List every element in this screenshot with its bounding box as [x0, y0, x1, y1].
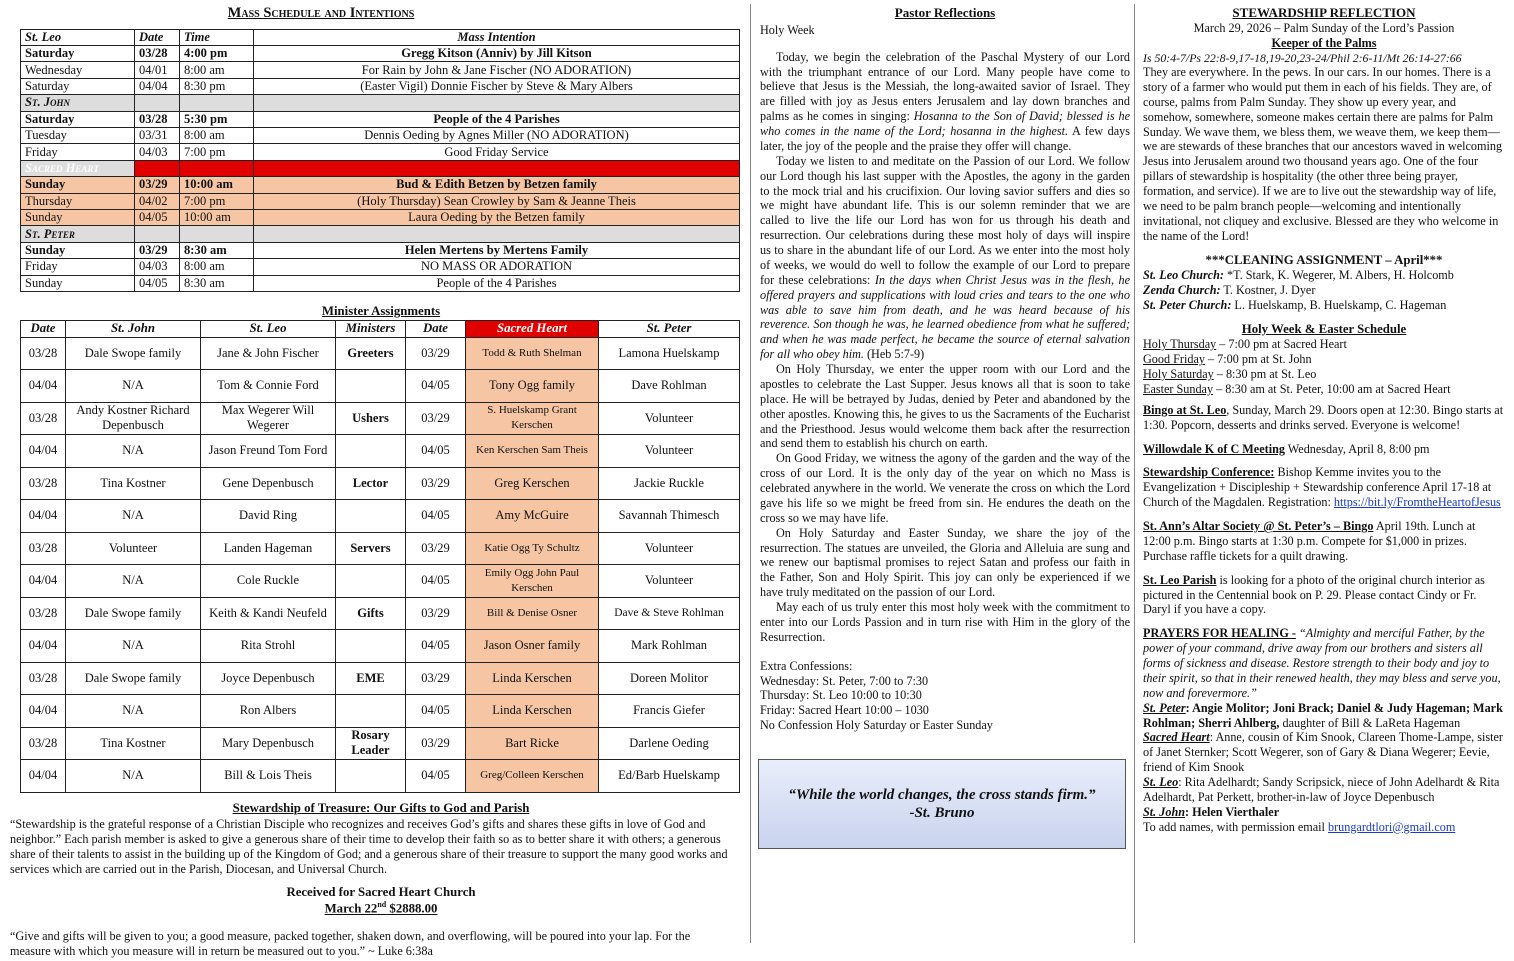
minister-cell: N/A — [66, 500, 201, 533]
minister-cell: Keith & Kandi Neufeld — [201, 597, 336, 630]
luke-quote: “Give and gifts will be given to you; a good measure, packed together, shaken down, and overflowing, will be poured into your lap. For the measure with which you measure will in return be measured out to you.” ~ Luke 6:38a — [10, 929, 691, 959]
minister-cell: N/A — [66, 695, 201, 728]
minister-cell: 03/28 — [21, 467, 66, 500]
minister-header-cell: St. Peter — [599, 320, 740, 337]
minister-cell: Rita Strohl — [201, 630, 336, 663]
cleaning-peter: St. Peter Church: L. Huelskamp, B. Huelskamp, C. Hageman — [1143, 297, 1447, 312]
mass-cell: 7:00 pm — [180, 193, 254, 209]
minister-cell: EME — [336, 662, 406, 695]
mass-row — [21, 144, 740, 160]
mass-cell — [180, 160, 254, 176]
mass-cell: 04/05 — [135, 275, 180, 291]
mass-cell: Good Friday Service — [254, 144, 740, 160]
minister-cell: Cole Ruckle — [201, 565, 336, 598]
mass-cell: Laura Oeding by the Betzen family — [254, 209, 740, 225]
minister-cell: Doreen Molitor — [599, 662, 740, 695]
minister-cell — [336, 500, 406, 533]
mass-row — [21, 62, 740, 78]
minister-cell — [336, 370, 406, 403]
minister-cell — [336, 435, 406, 468]
minister-cell: 04/05 — [406, 695, 466, 728]
minister-cell: Bart Ricke — [466, 727, 599, 760]
mass-cell: Sunday — [21, 209, 135, 225]
mass-cell: Saturday — [21, 111, 135, 127]
mass-cell: 04/01 — [135, 62, 180, 78]
minister-cell: Tom & Connie Ford — [201, 370, 336, 403]
mass-header-cell: Date — [135, 29, 180, 45]
minister-cell: 03/29 — [406, 662, 466, 695]
minister-header-cell: Date — [21, 320, 66, 337]
minister-cell: Max Wegerer Will Wegerer — [201, 402, 336, 435]
minister-header-cell: Ministers — [336, 320, 406, 337]
minister-cell: 04/05 — [406, 370, 466, 403]
minister-cell: Dave Rohlman — [599, 370, 740, 403]
mass-cell: NO MASS OR ADORATION — [254, 259, 740, 275]
holy-week-title: Holy Week & Easter Schedule — [1241, 321, 1407, 336]
mass-cell: (Holy Thursday) Sean Crowley by Sam & Jeanne Theis — [254, 193, 740, 209]
mass-cell: Friday — [21, 259, 135, 275]
mass-header-cell: Mass Intention — [254, 29, 740, 45]
mass-row — [21, 209, 740, 225]
mass-row — [21, 242, 740, 258]
minister-cell: Greg Kerschen — [466, 467, 599, 500]
minister-row — [21, 532, 740, 565]
minister-row — [21, 435, 740, 468]
minister-cell: 03/28 — [21, 662, 66, 695]
pastor-paragraph-4: On Good Friday, we witness the agony of the garden and the way of the cross of our Lord. It is the only day of the year on which no Mass is celebrated anywhere in the world. We venerate the cross on which the Lord gave his life so we might be freed from sin. He endures the death on the cross so we may have life. — [760, 451, 1130, 525]
minister-cell: Landen Hageman — [201, 532, 336, 565]
minister-cell: N/A — [66, 435, 201, 468]
minister-cell: N/A — [66, 760, 201, 793]
minister-header-cell: St. John — [66, 320, 201, 337]
minister-row — [21, 662, 740, 695]
minister-cell: N/A — [66, 630, 201, 663]
minister-cell: Jason Freund Tom Ford — [201, 435, 336, 468]
quote-box — [758, 759, 1126, 849]
mass-row — [21, 111, 740, 127]
kofc-notice: Willowdale K of C Meeting Wednesday, April 8, 8:00 pm — [1143, 441, 1430, 456]
good-friday: Good Friday – 7:00 pm at St. John — [1143, 352, 1312, 367]
mass-row — [21, 259, 740, 275]
mass-row — [21, 128, 740, 144]
stewardship-date: March 29, 2026 – Palm Sunday of the Lord’s Passion — [1193, 20, 1455, 35]
minister-cell: 04/04 — [21, 565, 66, 598]
mass-row — [21, 177, 740, 193]
mass-cell: 03/28 — [135, 111, 180, 127]
mass-cell: Saturday — [21, 78, 135, 94]
mass-cell — [135, 226, 180, 242]
mass-row — [21, 160, 740, 176]
mass-cell: 8:00 am — [180, 62, 254, 78]
minister-cell: 03/28 — [21, 597, 66, 630]
pastor-title: Pastor Reflections — [894, 5, 996, 20]
cleaning-leo: St. Leo Church: *T. Stark, K. Wegerer, M. Albers, H. Holcomb — [1143, 268, 1454, 283]
minister-cell: Lector — [336, 467, 406, 500]
mass-header-cell: Time — [180, 29, 254, 45]
leo-parish-notice: St. Leo Parish is looking for a photo of the original church interior as pictured in the Centennial book on P. 29. Please contact Cindy or Fr. Daryl if you have a copy. — [1143, 572, 1485, 617]
mass-cell: 10:00 am — [180, 209, 254, 225]
mass-cell: 03/29 — [135, 242, 180, 258]
prayers-st-john: St. John: Helen Vierthaler — [1143, 804, 1280, 819]
minister-cell: Dale Swope family — [66, 597, 201, 630]
minister-cell: Dale Swope family — [66, 337, 201, 370]
mass-row — [21, 275, 740, 291]
mass-cell: Thursday — [21, 193, 135, 209]
minister-row — [21, 630, 740, 663]
divider-2 — [1134, 4, 1135, 943]
mass-row — [21, 95, 740, 111]
minister-cell: Volunteer — [599, 565, 740, 598]
received-amount: March 22nd $2888.00 — [324, 900, 438, 916]
mass-row — [21, 78, 740, 94]
mass-cell: 5:30 pm — [180, 111, 254, 127]
minister-header-cell: St. Leo — [201, 320, 336, 337]
minister-cell: 03/28 — [21, 727, 66, 760]
mass-cell — [254, 160, 740, 176]
minister-cell: 04/04 — [21, 760, 66, 793]
minister-cell: 04/04 — [21, 695, 66, 728]
minister-cell: Lamona Huelskamp — [599, 337, 740, 370]
minister-row — [21, 727, 740, 760]
minister-header-cell: Sacred Heart — [466, 320, 599, 337]
minister-row — [21, 760, 740, 793]
mass-row — [21, 226, 740, 242]
registration-link[interactable]: https://bit.ly/FromtheHeartofJesus — [1333, 495, 1501, 510]
minister-cell: Volunteer — [599, 532, 740, 565]
minister-cell: 04/04 — [21, 435, 66, 468]
mass-cell: Gregg Kitson (Anniv) by Jill Kitson — [254, 46, 740, 62]
prayers-for-healing: PRAYERS FOR HEALING - “Almighty and merciful Father, by the power of your command, drive away from our brothers and sisters all forms of sickness and disease. Restore strength to their body and joy to their spirit, so that in their renewed health, they may bless and serve you, now and forevermore.” — [1143, 626, 1501, 700]
mass-header-cell: St. Leo — [21, 29, 135, 45]
minister-cell: Todd & Ruth Shelman — [466, 337, 599, 370]
minister-cell: Greg/Colleen Kerschen — [466, 760, 599, 793]
minister-cell: 04/04 — [21, 500, 66, 533]
mass-cell: 04/05 — [135, 209, 180, 225]
minister-row — [21, 597, 740, 630]
scripture-refs: Is 50:4-7/Ps 22:8-9,17-18,19-20,23-24/Phil 2:6-11/Mt 26:14-27:66 — [1143, 50, 1462, 65]
minister-cell: Linda Kerschen — [466, 662, 599, 695]
minister-cell: 04/04 — [21, 370, 66, 403]
bingo-notice: Bingo at St. Leo, Sunday, March 29. Doors open at 12:30. Bingo starts at 1:30. Popcorn, desserts and drinks served. Everyone is welcome! — [1143, 402, 1504, 432]
minister-cell: 04/05 — [406, 500, 466, 533]
pastor-paragraph-1: Today, we begin the celebration of the Paschal Mystery of our Lord with the triumphant entrance of our Lord. Many people have come to believe that Jesus is the Messiah, the long-awaited savior of Israel. They are filled with joy as Jesus enters Jerusalem and lay down branches and palms as he comes in singing: Hosanna to the Son of David; blessed is he who comes in the name of the Lord; hosanna in the highest. A few days later, the joy of the people and the praise they offer will change. — [760, 49, 1130, 153]
mass-schedule-table — [20, 29, 740, 292]
quote-author: -St. Bruno — [909, 805, 975, 822]
received-title: Received for Sacred Heart Church — [286, 884, 476, 899]
prayers-sacred-heart: Sacred Heart: Anne, cousin of Kim Snook, Clareen Thome-Lampe, sister of Janet Sternker; Scott Wegerer, son of Gary & Diana Wegerer; Eevie, friend of Kim Snook — [1143, 730, 1503, 775]
right-column — [1143, 0, 1505, 835]
pastor-paragraph-6: May each of us truly enter this most holy week with the commitment to enter into our Lords Passion and in turn rise with Him in the glory of the Resurrection. — [760, 600, 1130, 644]
mass-cell: 03/28 — [135, 46, 180, 62]
minister-cell: 03/29 — [406, 402, 466, 435]
mass-cell: Helen Mertens by Mertens Family — [254, 242, 740, 258]
stewardship-subtitle: Keeper of the Palms — [1271, 35, 1377, 50]
mass-cell: 04/03 — [135, 259, 180, 275]
minister-cell: Mark Rohlman — [599, 630, 740, 663]
mass-cell: Sacred Heart — [21, 160, 135, 176]
minister-cell: Ron Albers — [201, 695, 336, 728]
mass-cell: Friday — [21, 144, 135, 160]
minister-cell — [336, 695, 406, 728]
cleaning-title: ***CLEANING ASSIGNMENT – April*** — [1205, 252, 1443, 267]
minister-cell: Ken Kerschen Sam Theis — [466, 435, 599, 468]
minister-cell: 04/04 — [21, 630, 66, 663]
minister-cell: Jane & John Fischer — [201, 337, 336, 370]
mass-row — [21, 193, 740, 209]
minister-cell: Mary Depenbusch — [201, 727, 336, 760]
minister-cell: Joyce Depenbusch — [201, 662, 336, 695]
minister-cell: 03/29 — [406, 597, 466, 630]
mass-cell: (Easter Vigil) Donnie Fischer by Steve & Mary Albers — [254, 78, 740, 94]
minister-cell: Gene Depenbusch — [201, 467, 336, 500]
holy-saturday: Holy Saturday – 8:30 pm at St. Leo — [1143, 367, 1317, 382]
minister-cell: N/A — [66, 565, 201, 598]
mass-cell: 8:00 am — [180, 259, 254, 275]
minister-cell: Savannah Thimesch — [599, 500, 740, 533]
minister-row — [21, 402, 740, 435]
stewardship-title: STEWARDSHIP REFLECTION — [1232, 5, 1416, 20]
mass-cell: 8:30 pm — [180, 78, 254, 94]
extra-confessions: Extra Confessions: Wednesday: St. Peter, 7:00 to 7:30 Thursday: St. Leo 10:00 to 10:30 Friday: Sacred Heart 10:00 – 1030 No Confession Holy Saturday or Easter Sunday — [760, 658, 993, 733]
minister-cell: Andy Kostner Richard Depenbusch — [66, 402, 201, 435]
mass-cell — [135, 160, 180, 176]
pastor-paragraph-5: On Holy Saturday and Easter Sunday, we share the joy of the resurrection. The statues are unveiled, the Gloria and Alleluia are sung and we renew our baptismal promises to reject Satan and profess our faith in the Father, Son and Holy Spirit. This joy can only be experienced if we have truly meditated on the passion of our Lord. — [760, 525, 1130, 600]
minister-cell — [336, 630, 406, 663]
minister-cell: Dale Swope family — [66, 662, 201, 695]
easter-sunday: Easter Sunday – 8:30 am at St. Peter, 10:00 am at Sacred Heart — [1143, 381, 1451, 396]
minister-cell: Bill & Lois Theis — [201, 760, 336, 793]
mass-cell: 7:00 pm — [180, 144, 254, 160]
pastor-heading: Holy Week — [760, 22, 815, 37]
mass-cell: 8:30 am — [180, 242, 254, 258]
minister-cell: Volunteer — [599, 402, 740, 435]
minister-cell: 03/29 — [406, 532, 466, 565]
prayers-email: To add names, with permission email brungardtlori@gmail.com — [1143, 819, 1456, 834]
middle-column — [760, 0, 1130, 849]
minister-cell — [336, 565, 406, 598]
minister-cell: 04/05 — [406, 630, 466, 663]
minister-row — [21, 695, 740, 728]
mass-cell — [180, 95, 254, 111]
mass-cell: Tuesday — [21, 128, 135, 144]
quote-text: “While the world changes, the cross stands firm.” — [788, 786, 1096, 803]
mass-cell: 8:00 am — [180, 128, 254, 144]
minister-cell: 03/28 — [21, 337, 66, 370]
minister-row — [21, 467, 740, 500]
minister-cell: 03/28 — [21, 532, 66, 565]
minister-header-cell: Date — [406, 320, 466, 337]
mass-cell: 4:00 pm — [180, 46, 254, 62]
mass-cell — [254, 226, 740, 242]
minister-assignments-table — [20, 320, 740, 793]
mass-cell: St. Peter — [21, 226, 135, 242]
minister-cell: 04/05 — [406, 760, 466, 793]
mass-cell: Wednesday — [21, 62, 135, 78]
minister-cell: Ushers — [336, 402, 406, 435]
mass-cell — [254, 95, 740, 111]
minister-cell: Rosary Leader — [336, 727, 406, 760]
mass-row — [21, 46, 740, 62]
minister-cell: Tony Ogg family — [466, 370, 599, 403]
minister-cell: 03/28 — [21, 402, 66, 435]
mass-cell: 8:30 am — [180, 275, 254, 291]
minister-cell: Jason Osner family — [466, 630, 599, 663]
mass-cell: Bud & Edith Betzen by Betzen family — [254, 177, 740, 193]
mass-header-row — [21, 29, 740, 45]
mass-cell — [135, 95, 180, 111]
minister-cell: David Ring — [201, 500, 336, 533]
cleaning-zenda: Zenda Church: T. Kostner, J. Dyer — [1143, 282, 1316, 297]
mass-cell: 04/02 — [135, 193, 180, 209]
minister-cell: Darlene Oeding — [599, 727, 740, 760]
minister-cell: S. Huelskamp Grant Kerschen — [466, 402, 599, 435]
minister-cell: Greeters — [336, 337, 406, 370]
minister-cell: Tina Kostner — [66, 467, 201, 500]
stewardship-body: They are everywhere. In the pews. In our cars. In our homes. There is a story of a farmer who would put them in each of his fields. They are, of course, palms from Palm Sunday. They show up every year, and somehow, somewhere, someone makes certain there are palms for Palm Sunday. We wave them, we bless them, we weave them, we keep them—we are stewards of these branches that our ancestors waved in welcoming Jesus into Jerusalem around two thousand years ago. One of the four pillars of stewardship is hospitality (the other three being prayer, formation, and service). If we are to live out the stewardship way of life, we need to be palm branch people—welcoming and intentionally invitational, not cliquey and exclusive. Blessed are they who welcome in the name of the Lord! — [1143, 65, 1503, 243]
minister-cell: Jackie Ruckle — [599, 467, 740, 500]
mass-cell: 10:00 am — [180, 177, 254, 193]
treasure-body: “Stewardship is the grateful response of a Christian Disciple who recognizes and receives God’s gifts and shares these gifts in love of God and neighbor.” Each parish member is asked to give a generous share of their time to develop their faith so as to better share it with others; a generous share of their talents to assist in the building up of the Kingdom of God; and a generous share of their treasure to support the many good works and services which are carried out in the Parish, Diocesan, and Universal Church. — [10, 817, 728, 876]
mass-cell: 03/31 — [135, 128, 180, 144]
treasure-title: Stewardship of Treasure: Our Gifts to God and Parish — [232, 800, 530, 815]
minister-assignments-title: Minister Assignments — [321, 303, 441, 318]
minister-cell: Katie Ogg Ty Schultz — [466, 532, 599, 565]
mass-cell: Dennis Oeding by Agnes Miller (NO ADORATION) — [254, 128, 740, 144]
minister-row — [21, 565, 740, 598]
minister-cell: 04/05 — [406, 565, 466, 598]
conference-notice: Stewardship Conference: Bishop Kemme invites you to the Evangelization + Discipleship + Stewardship conference April 17-18 at Church of the Magdalen. Registration: https://bit.ly/FromtheHeartofJesus — [1143, 465, 1501, 510]
prayers-st-peter: St. Peter: Angie Molitor; Joni Brack; Daniel & Judy Hageman; Mark Rohlman; Sherri Ahlberg, daughter of Bill & LaReta Hageman — [1143, 700, 1503, 730]
altar-society-notice: St. Ann’s Altar Society @ St. Peter’s – Bingo April 19th. Lunch at 12:00 p.m. Bingo starts at 1:30 p.m. Compete for $1,000 in prizes. Purchase raffle tickets for a quilt drawing. — [1143, 519, 1476, 563]
mass-cell: People of the 4 Parishes — [254, 111, 740, 127]
minister-cell: Servers — [336, 532, 406, 565]
mass-cell: People of the 4 Parishes — [254, 275, 740, 291]
mass-cell: Sunday — [21, 242, 135, 258]
minister-cell: Volunteer — [599, 435, 740, 468]
prayers-st-leo: St. Leo: Rita Adelhardt; Sandy Scripsick, niece of John Adelhardt & Rita Adelhardt, Pat Perkett, brother-in-law of Joyce Depenbusch — [1143, 775, 1500, 804]
mass-cell: Saturday — [21, 46, 135, 62]
minister-cell: Volunteer — [66, 532, 201, 565]
mass-schedule-title: Mass Schedule and Intentions — [227, 5, 415, 21]
minister-row — [21, 370, 740, 403]
minister-cell: Emily Ogg John Paul Kerschen — [466, 565, 599, 598]
minister-cell — [336, 760, 406, 793]
minister-cell: Amy McGuire — [466, 500, 599, 533]
minister-cell: Gifts — [336, 597, 406, 630]
pastor-paragraph-3: On Holy Thursday, we enter the upper room with our Lord and the apostles to celebrate the Last Supper. Jesus knows all that is soon to take place. He will be betrayed by Judas, denied by Peter and abandoned by the other apostles. Knowing this, he gives to us the Sacraments of the Eucharist and the Priesthood. Jesus would welcome them back after the resurrection and send them to establish his church on earth. — [760, 362, 1130, 451]
mass-cell: 04/04 — [135, 78, 180, 94]
mass-cell: Sunday — [21, 177, 135, 193]
minister-cell: Francis Giefer — [599, 695, 740, 728]
minister-cell: 03/29 — [406, 467, 466, 500]
minister-row — [21, 337, 740, 370]
minister-cell: 03/29 — [406, 727, 466, 760]
mass-cell — [180, 226, 254, 242]
divider-1 — [750, 4, 751, 943]
email-link[interactable]: brungardtlori@gmail.com — [1327, 819, 1456, 834]
minister-cell: N/A — [66, 370, 201, 403]
mass-cell: 03/29 — [135, 177, 180, 193]
minister-cell: Bill & Denise Osner — [466, 597, 599, 630]
minister-cell: Dave & Steve Rohlman — [599, 597, 740, 630]
minister-cell: Ed/Barb Huelskamp — [599, 760, 740, 793]
minister-cell: 04/05 — [406, 435, 466, 468]
pastor-paragraph-2: Today we listen to and meditate on the Passion of our Lord. We follow our Lord though his last supper with the Apostles, the agony in the garden to the mock trial and his crucifixion. Our loving savior suffers and dies so we might have abundant life. This is our solemn reminder that we are called to live the life our Lord has won for us through his death and resurrection. Our celebrations during these most holy of days will inspire us to share in the abundant life of our Lord. As we enter into the most holy of weeks, we would do well to follow the example of our Lord to prepare for these celebrations: In the days when Christ Jesus was in the flesh, he offered prayers and supplications with loud cries and tears to the one who was able to save him from death, and he was heard because of his reverence. Son though he was, he learned obedience from what he suffered; and when he was made perfect, he became the source of eternal salvation for all who obey him. (Heb 5:7-9) — [760, 153, 1130, 362]
minister-cell: Tina Kostner — [66, 727, 201, 760]
minister-cell: Linda Kerschen — [466, 695, 599, 728]
holy-thursday: Holy Thursday – 7:00 pm at Sacred Heart — [1143, 337, 1347, 352]
mass-cell: For Rain by John & Jane Fischer (NO ADORATION) — [254, 62, 740, 78]
mass-cell: Sunday — [21, 275, 135, 291]
mass-cell: St. John — [21, 95, 135, 111]
mass-cell: 04/03 — [135, 144, 180, 160]
minister-row — [21, 500, 740, 533]
minister-cell: 03/29 — [406, 337, 466, 370]
left-column — [10, 0, 742, 959]
